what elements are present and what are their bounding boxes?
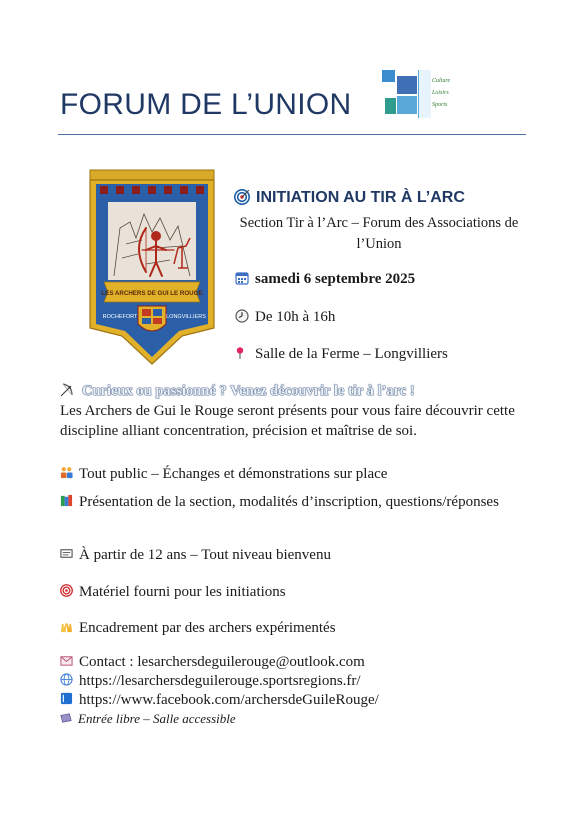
people-icon [60,466,73,479]
clock-icon [235,309,249,323]
point-equipment-text: Matériel fourni pour les initiations [79,584,286,600]
point-age [60,545,530,565]
page-title: FORUM DE L’UNION [60,88,352,121]
event-place-row [235,345,448,364]
event-subtitle: Section Tir à l’Arc – Forum des Associations de l’Union [239,215,519,252]
point-presentation [60,492,530,512]
header-divider [58,134,526,135]
event-hours: De 10h à 16h [255,309,336,325]
contact-email[interactable]: Contact : lesarchersdeguilerouge@outlook.com [79,654,365,670]
intro-paragraph: Les Archers de Gui le Rouge seront présents pour vous faire découvrir cette discipline alliant concentration, précision et maîtrise de soi. [60,403,515,439]
point-coaching-text: Encadrement par des archers expérimentés [79,620,336,636]
point-coaching [60,618,530,638]
point-equipment [60,582,530,602]
target-icon [60,584,73,597]
event-title-row [234,188,465,207]
facebook-book-icon [60,692,73,705]
age-icon [60,547,73,560]
event-title: INITIATION AU TIR À L’ARC [256,189,465,206]
facebook-row [60,690,530,710]
banner-ribbon-text: LES ARCHERS DE GUI LE ROUGE [101,290,203,297]
logo-text-culture: Culture [432,78,451,84]
point-public-text: Tout public – Échanges et démonstrations sur place [79,466,388,482]
contact-email-row [60,652,530,672]
banner-left-place: ROCHEFORT [102,314,138,320]
facebook-link[interactable]: https://www.facebook.com/archersdeGuileRouge/ [79,692,379,708]
event-date-row [235,270,415,289]
footer-note-row [60,711,236,727]
footer-note: Entrée libre – Salle accessible [78,711,236,726]
website-link[interactable]: https://lesarchersdeguilerouge.sportsregions.fr/ [79,673,361,689]
website-row [60,671,530,691]
point-age-text: À partir de 12 ans – Tout niveau bienvenu [79,547,331,563]
banner-right-place: LONGVILLIERS [166,314,206,320]
archers-banner-image [86,168,218,368]
logo-text-sports: Sports [432,102,448,108]
event-place: Salle de la Ferme – Longvilliers [255,346,448,362]
books-icon [60,494,73,507]
calendar-icon [235,271,249,285]
target-icon [234,189,250,205]
globe-icon [60,673,73,686]
union-logo [380,68,456,120]
point-presentation-text: Présentation de la section, modalités d’inscription, questions/réponses [79,494,499,510]
catchphrase-row [60,383,415,400]
event-date: samedi 6 septembre 2025 [255,271,416,287]
bow-arrow-icon [60,383,74,397]
raised-hands-icon [60,620,73,633]
pin-icon [235,346,249,360]
ticket-icon [60,712,72,724]
envelope-icon [60,654,73,667]
catchphrase: Curieux ou passionné ? Venez découvrir le tir à l’arc ! [82,383,415,399]
point-public [60,464,530,484]
logo-text-loisirs: Loisirs [432,90,449,96]
event-hours-row [235,308,335,327]
